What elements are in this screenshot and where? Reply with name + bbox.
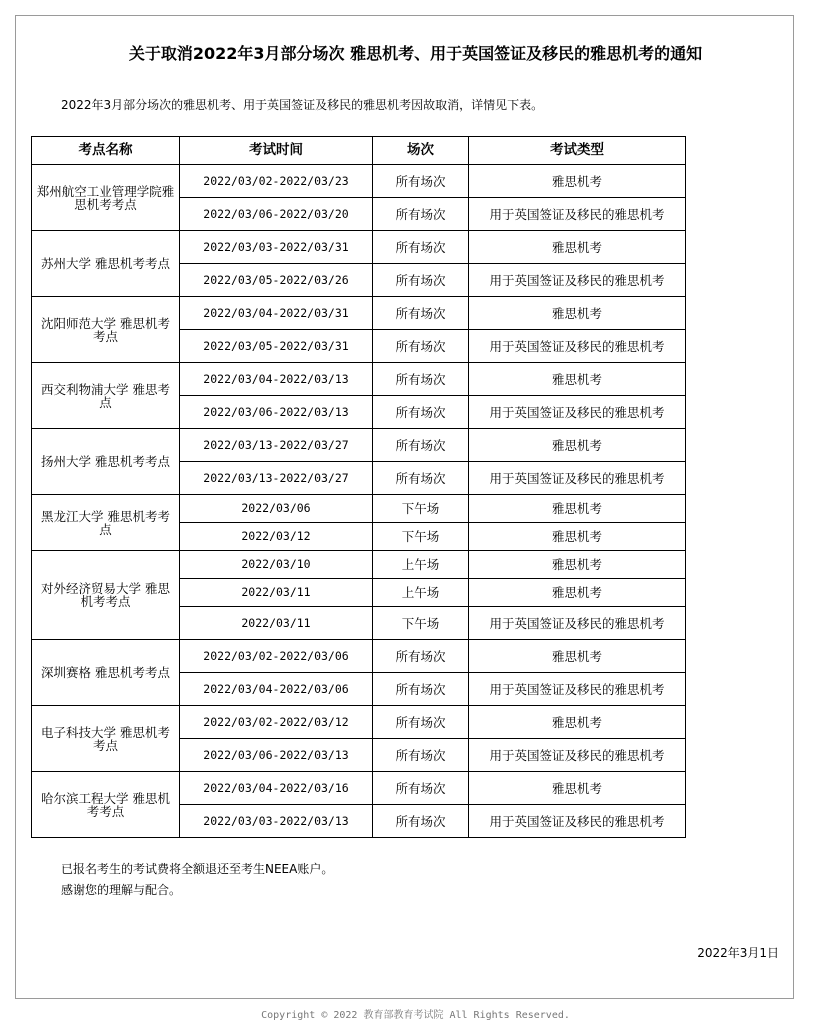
venue-name-cell: 对外经济贸易大学 雅思机考考点 <box>32 551 180 640</box>
session-cell: 下午场 <box>373 523 469 551</box>
table-row <box>32 772 686 805</box>
session-cell: 所有场次 <box>373 805 469 838</box>
table-body <box>32 165 686 838</box>
header-type: 考试类型 <box>469 137 686 165</box>
session-cell: 所有场次 <box>373 462 469 495</box>
session-cell: 所有场次 <box>373 640 469 673</box>
exam-time-cell: 2022/03/04-2022/03/06 <box>180 673 373 706</box>
exam-time-cell: 2022/03/13-2022/03/27 <box>180 462 373 495</box>
exam-type-cell: 雅思机考 <box>469 495 686 523</box>
exam-type-cell: 雅思机考 <box>469 429 686 462</box>
table-row <box>32 640 686 673</box>
exam-type-cell: 雅思机考 <box>469 523 686 551</box>
exam-type-cell: 用于英国签证及移民的雅思机考 <box>469 805 686 838</box>
exam-type-cell: 雅思机考 <box>469 165 686 198</box>
session-cell: 所有场次 <box>373 330 469 363</box>
exam-time-cell: 2022/03/02-2022/03/12 <box>180 706 373 739</box>
session-cell: 所有场次 <box>373 198 469 231</box>
session-cell: 所有场次 <box>373 363 469 396</box>
exam-type-cell: 雅思机考 <box>469 231 686 264</box>
exam-type-cell: 雅思机考 <box>469 363 686 396</box>
session-cell: 所有场次 <box>373 297 469 330</box>
venue-name-cell: 扬州大学 雅思机考考点 <box>32 429 180 495</box>
session-cell: 所有场次 <box>373 264 469 297</box>
session-cell: 所有场次 <box>373 396 469 429</box>
exam-time-cell: 2022/03/11 <box>180 579 373 607</box>
table-row <box>32 297 686 330</box>
exam-time-cell: 2022/03/13-2022/03/27 <box>180 429 373 462</box>
table-row <box>32 231 686 264</box>
exam-type-cell: 用于英国签证及移民的雅思机考 <box>469 264 686 297</box>
table-row <box>32 495 686 523</box>
intro-text: 2022年3月部分场次的雅思机考、用于英国签证及移民的雅思机考因故取消，详情见下表。 <box>61 98 544 112</box>
venue-name-cell: 郑州航空工业管理学院雅思机考考点 <box>32 165 180 231</box>
exam-type-cell: 雅思机考 <box>469 772 686 805</box>
thanks-text: 感谢您的理解与配合。 <box>61 883 182 897</box>
exam-time-cell: 2022/03/06 <box>180 495 373 523</box>
exam-time-cell: 2022/03/04-2022/03/31 <box>180 297 373 330</box>
table-row <box>32 429 686 462</box>
table-row <box>32 165 686 198</box>
exam-type-cell: 雅思机考 <box>469 640 686 673</box>
table-header-row <box>32 137 686 165</box>
session-cell: 所有场次 <box>373 231 469 264</box>
refund-notice: 已报名考生的考试费将全额退还至考生NEEA账户。 <box>61 862 334 876</box>
exam-type-cell: 用于英国签证及移民的雅思机考 <box>469 462 686 495</box>
venue-name-cell: 深圳赛格 雅思机考考点 <box>32 640 180 706</box>
copyright-text: Copyright © 2022 教育部教育考试院 All Rights Reserved. <box>261 1010 570 1021</box>
notice-date: 2022年3月1日 <box>697 946 779 960</box>
page-title: 关于取消2022年3月部分场次 雅思机考、用于英国签证及移民的雅思机考的通知 <box>128 44 703 63</box>
venue-name-cell: 西交利物浦大学 雅思考点 <box>32 363 180 429</box>
exam-type-cell: 用于英国签证及移民的雅思机考 <box>469 739 686 772</box>
exam-type-cell: 用于英国签证及移民的雅思机考 <box>469 330 686 363</box>
cancellation-table <box>31 136 686 838</box>
venue-name-cell: 电子科技大学 雅思机考考点 <box>32 706 180 772</box>
venue-name-cell: 黑龙江大学 雅思机考考点 <box>32 495 180 551</box>
exam-time-cell: 2022/03/05-2022/03/26 <box>180 264 373 297</box>
exam-time-cell: 2022/03/06-2022/03/20 <box>180 198 373 231</box>
exam-type-cell: 用于英国签证及移民的雅思机考 <box>469 607 686 640</box>
table-row <box>32 363 686 396</box>
session-cell: 所有场次 <box>373 706 469 739</box>
session-cell: 下午场 <box>373 607 469 640</box>
exam-time-cell: 2022/03/04-2022/03/13 <box>180 363 373 396</box>
session-cell: 上午场 <box>373 579 469 607</box>
exam-time-cell: 2022/03/10 <box>180 551 373 579</box>
session-cell: 上午场 <box>373 551 469 579</box>
table-row <box>32 551 686 579</box>
exam-type-cell: 雅思机考 <box>469 706 686 739</box>
venue-name-cell: 哈尔滨工程大学 雅思机考考点 <box>32 772 180 838</box>
exam-type-cell: 雅思机考 <box>469 297 686 330</box>
exam-time-cell: 2022/03/11 <box>180 607 373 640</box>
header-session: 场次 <box>373 137 469 165</box>
exam-time-cell: 2022/03/03-2022/03/13 <box>180 805 373 838</box>
table-row <box>32 706 686 739</box>
session-cell: 下午场 <box>373 495 469 523</box>
exam-type-cell: 雅思机考 <box>469 551 686 579</box>
session-cell: 所有场次 <box>373 429 469 462</box>
exam-time-cell: 2022/03/02-2022/03/23 <box>180 165 373 198</box>
session-cell: 所有场次 <box>373 165 469 198</box>
session-cell: 所有场次 <box>373 739 469 772</box>
exam-time-cell: 2022/03/04-2022/03/16 <box>180 772 373 805</box>
exam-time-cell: 2022/03/02-2022/03/06 <box>180 640 373 673</box>
exam-type-cell: 用于英国签证及移民的雅思机考 <box>469 396 686 429</box>
exam-time-cell: 2022/03/06-2022/03/13 <box>180 739 373 772</box>
venue-name-cell: 沈阳师范大学 雅思机考考点 <box>32 297 180 363</box>
session-cell: 所有场次 <box>373 772 469 805</box>
header-venue: 考点名称 <box>32 137 180 165</box>
venue-name-cell: 苏州大学 雅思机考考点 <box>32 231 180 297</box>
exam-type-cell: 雅思机考 <box>469 579 686 607</box>
exam-time-cell: 2022/03/05-2022/03/31 <box>180 330 373 363</box>
exam-time-cell: 2022/03/12 <box>180 523 373 551</box>
header-time: 考试时间 <box>180 137 373 165</box>
exam-type-cell: 用于英国签证及移民的雅思机考 <box>469 673 686 706</box>
exam-type-cell: 用于英国签证及移民的雅思机考 <box>469 198 686 231</box>
exam-time-cell: 2022/03/06-2022/03/13 <box>180 396 373 429</box>
exam-time-cell: 2022/03/03-2022/03/31 <box>180 231 373 264</box>
session-cell: 所有场次 <box>373 673 469 706</box>
